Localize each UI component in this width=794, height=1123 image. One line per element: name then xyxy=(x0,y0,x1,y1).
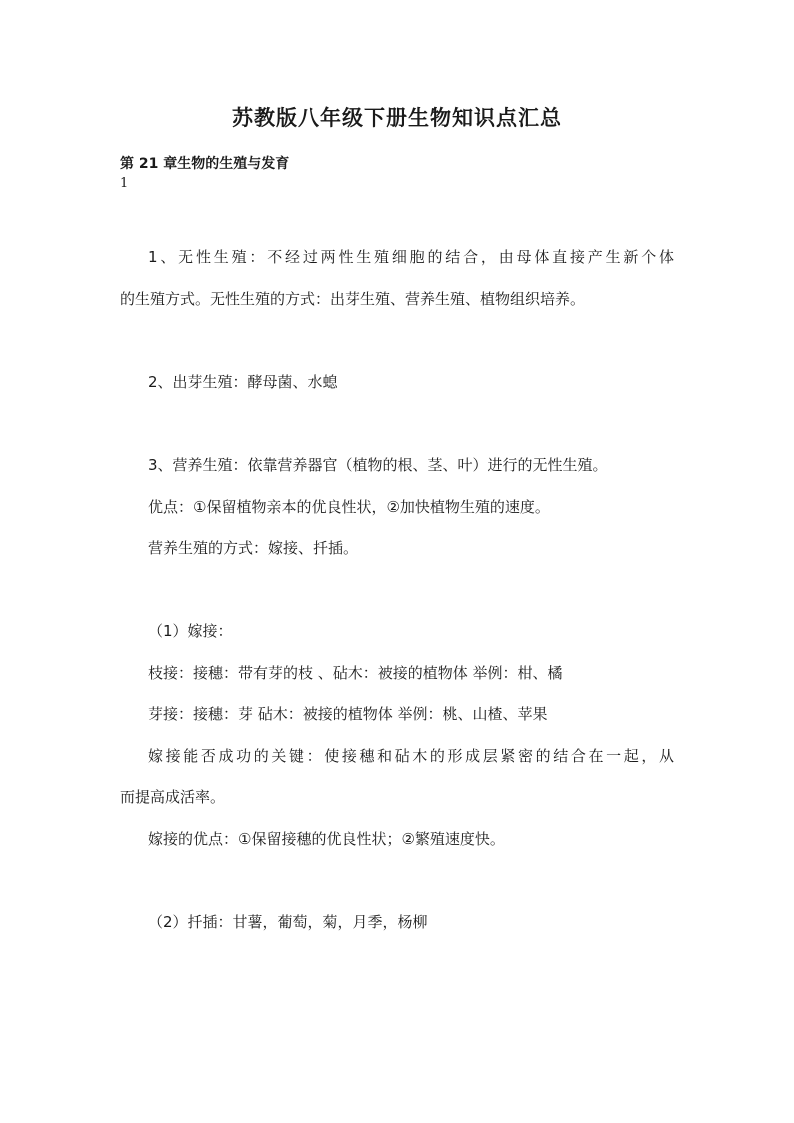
document-title: 苏教版八年级下册生物知识点汇总 xyxy=(232,106,562,130)
paragraph-grafting-key-line2: 而提高成活率。 xyxy=(120,788,226,806)
page-marker: 1 xyxy=(120,176,129,191)
subheading-cutting: （2）扦插：甘薯，葡萄，菊，月季，杨柳 xyxy=(148,913,428,931)
paragraph-vegetative-reproduction: 3、营养生殖：依靠营养器官（植物的根、茎、叶）进行的无性生殖。 xyxy=(148,456,608,474)
paragraph-grafting-advantages: 嫁接的优点：①保留接穗的优良性状；②繁殖速度快。 xyxy=(148,830,505,848)
paragraph-asexual-reproduction-line1: 1、无性生殖：不经过两性生殖细胞的结合，由母体直接产生新个体 xyxy=(148,248,674,266)
paragraph-advantages: 优点：①保留植物亲本的优良性状，②加快植物生殖的速度。 xyxy=(148,498,550,516)
chapter-heading: 第 21 章生物的生殖与发育 xyxy=(120,156,290,172)
paragraph-bud-grafting: 芽接：接穗：芽 砧木：被接的植物体 举例：桃、山楂、苹果 xyxy=(148,705,548,723)
paragraph-asexual-reproduction-line2: 的生殖方式。无性生殖的方式：出芽生殖、营养生殖、植物组织培养。 xyxy=(120,290,586,308)
paragraph-vegetative-methods: 营养生殖的方式：嫁接、扦插。 xyxy=(148,539,359,557)
subheading-grafting: （1）嫁接： xyxy=(148,622,233,640)
paragraph-budding: 2、出芽生殖：酵母菌、水螅 xyxy=(148,373,338,391)
paragraph-grafting-key-line1: 嫁接能否成功的关键：使接穗和砧木的形成层紧密的结合在一起，从 xyxy=(148,747,674,765)
paragraph-branch-grafting: 枝接：接穗：带有芽的枝 、砧木：被接的植物体 举例：柑、橘 xyxy=(148,664,563,682)
